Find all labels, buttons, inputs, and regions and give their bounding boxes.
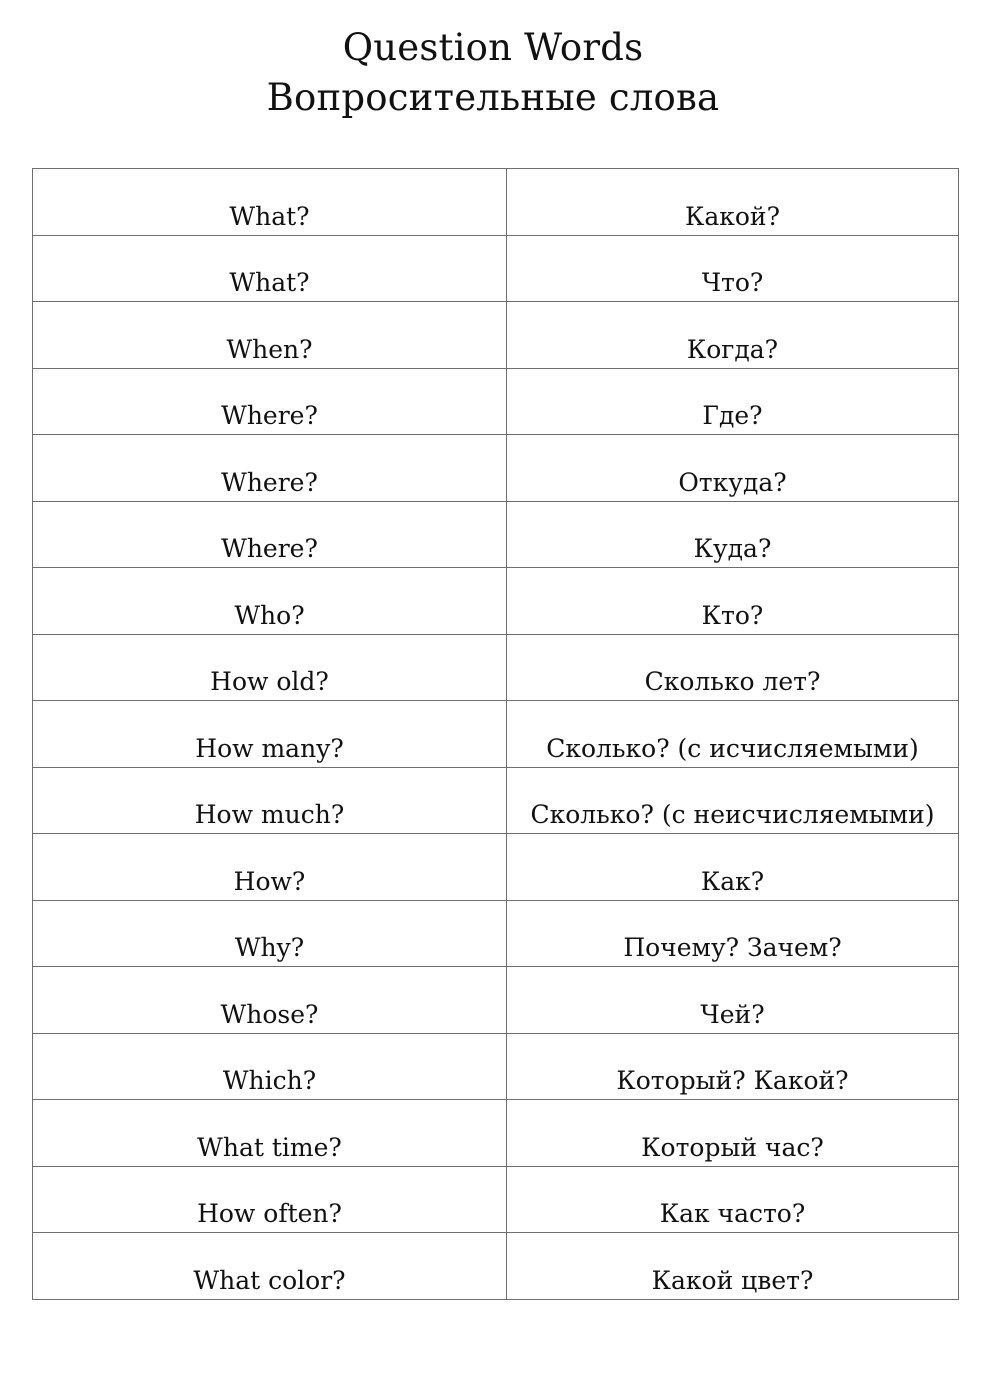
english-word-cell: How old? — [33, 634, 507, 701]
russian-word-cell: Что? — [507, 235, 959, 302]
russian-word-cell: Кто? — [507, 568, 959, 635]
table-row — [33, 634, 959, 701]
table-row — [33, 967, 959, 1034]
table-row — [33, 900, 959, 967]
russian-word-cell: Сколько? (с неисчисляемыми) — [507, 767, 959, 834]
english-word-cell: Why? — [33, 900, 507, 967]
table-row — [33, 1033, 959, 1100]
russian-word-cell: Когда? — [507, 302, 959, 369]
russian-word-cell: Какой цвет? — [507, 1233, 959, 1300]
page-title: Question Words — [342, 26, 644, 69]
russian-word-cell: Почему? Зачем? — [507, 900, 959, 967]
table-row — [33, 435, 959, 502]
table-row — [33, 767, 959, 834]
russian-word-cell: Сколько? (с исчисляемыми) — [507, 701, 959, 768]
question-words-table — [32, 168, 959, 1300]
english-word-cell: Where? — [33, 501, 507, 568]
russian-word-cell: Как часто? — [507, 1166, 959, 1233]
english-word-cell: When? — [33, 302, 507, 369]
russian-word-cell: Который? Какой? — [507, 1033, 959, 1100]
russian-word-cell: Какой? — [507, 169, 959, 236]
russian-word-cell: Откуда? — [507, 435, 959, 502]
russian-word-cell: Чей? — [507, 967, 959, 1034]
russian-word-cell: Где? — [507, 368, 959, 435]
table-row — [33, 501, 959, 568]
page-subtitle: Вопросительные слова — [266, 76, 720, 119]
table-row — [33, 1166, 959, 1233]
english-word-cell: Who? — [33, 568, 507, 635]
table-row — [33, 1233, 959, 1300]
english-word-cell: What color? — [33, 1233, 507, 1300]
english-word-cell: Where? — [33, 368, 507, 435]
english-word-cell: What? — [33, 235, 507, 302]
english-word-cell: Which? — [33, 1033, 507, 1100]
english-word-cell: How often? — [33, 1166, 507, 1233]
russian-word-cell: Как? — [507, 834, 959, 901]
table-row — [33, 834, 959, 901]
english-word-cell: How many? — [33, 701, 507, 768]
table-row — [33, 235, 959, 302]
table-row — [33, 1100, 959, 1167]
english-word-cell: Whose? — [33, 967, 507, 1034]
table-row — [33, 568, 959, 635]
table-row — [33, 701, 959, 768]
english-word-cell: How much? — [33, 767, 507, 834]
table-row — [33, 368, 959, 435]
english-word-cell: What? — [33, 169, 507, 236]
english-word-cell: Where? — [33, 435, 507, 502]
table-row — [33, 169, 959, 236]
table-row — [33, 302, 959, 369]
russian-word-cell: Сколько лет? — [507, 634, 959, 701]
english-word-cell: How? — [33, 834, 507, 901]
russian-word-cell: Куда? — [507, 501, 959, 568]
russian-word-cell: Который час? — [507, 1100, 959, 1167]
english-word-cell: What time? — [33, 1100, 507, 1167]
